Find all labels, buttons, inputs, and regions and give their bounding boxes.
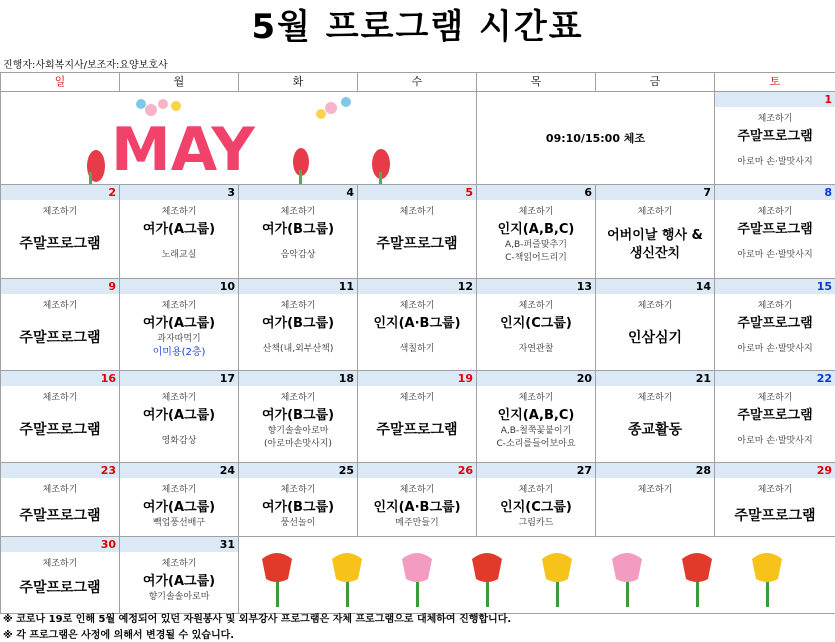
exercise-schedule: 09:10/15:00 체조: [477, 92, 715, 185]
day-cell-31: [120, 537, 239, 614]
day-number: 1: [715, 92, 835, 107]
day-sub: 체조하기: [280, 485, 316, 495]
staff-info: 진행자:사회복지사/보조자:요양보호사: [3, 60, 168, 71]
day-sub: 체조하기: [637, 301, 673, 311]
day-cell-8: [715, 185, 835, 279]
footnote-1: ※ 코로나 19로 인해 5월 예정되어 있던 자원봉사 및 외부강사 프로그램은 자체 프로그램으로 대체하여 진행합니다.: [3, 614, 512, 625]
day-cell-21: [596, 371, 715, 463]
day-program: 주말프로그램: [19, 330, 101, 346]
banner-text: MAY: [111, 115, 255, 184]
day-number: 21: [596, 371, 714, 386]
day-sub: 체조하기: [518, 301, 554, 311]
day-detail: A,B-철쭉꽃붙이기: [500, 426, 572, 436]
day-number: 31: [120, 537, 238, 552]
day-number: 27: [477, 463, 595, 478]
day-cell-17: [120, 371, 239, 463]
day-number: 24: [120, 463, 238, 478]
day-sub: 체조하기: [161, 559, 197, 569]
day-sub: 체조하기: [637, 485, 673, 495]
day-sub: 체조하기: [42, 207, 78, 217]
day-program: 주말프로그램: [737, 408, 813, 423]
weekday-mon: 월: [120, 73, 239, 92]
day-program: 주말프로그램: [19, 580, 101, 596]
tulip-decoration: [239, 537, 835, 614]
day-cell-5: [358, 185, 477, 279]
day-program: 인지(A,B,C): [497, 408, 575, 423]
weekday-fri: 금: [596, 73, 715, 92]
day-number: 25: [239, 463, 357, 478]
weekday-header-row: [1, 73, 835, 92]
day-number: 28: [596, 463, 714, 478]
weekday-sun: 일: [1, 73, 120, 92]
week-row-2: [1, 185, 835, 279]
week-row-3: [1, 279, 835, 371]
day-cell-30: [1, 537, 120, 614]
day-program: 주말프로그램: [737, 129, 813, 144]
day-program: 여가(A그룹): [142, 500, 216, 515]
day-cell-7: [596, 185, 715, 279]
day-program: 여가(A그룹): [142, 408, 216, 423]
day-detail: 아로마 손·발맛사지: [737, 250, 813, 260]
day-sub: 체조하기: [280, 207, 316, 217]
day-number: 14: [596, 279, 714, 294]
day-program: 여가(B그룹): [261, 222, 335, 237]
day-sub: 체조하기: [280, 393, 316, 403]
day-detail: 아로마 손·발맛사지: [737, 157, 813, 167]
day-program: 주말프로그램: [737, 222, 813, 237]
day-program: 주말프로그램: [737, 316, 813, 331]
calendar-table: [0, 72, 835, 614]
day-number: 9: [1, 279, 119, 294]
day-detail-2: C-책읽어드리기: [505, 253, 567, 263]
day-number: 20: [477, 371, 595, 386]
day-sub: 체조하기: [757, 114, 793, 124]
may-banner-illustration: [1, 92, 477, 184]
day-number: 16: [1, 371, 119, 386]
day-number: 23: [1, 463, 119, 478]
day-detail: 영화감상: [161, 436, 197, 446]
day-sub: 체조하기: [757, 485, 793, 495]
day-program: 인삼심기: [627, 330, 683, 346]
day-program: 인지(A·B그룹): [373, 500, 461, 515]
day-number: 13: [477, 279, 595, 294]
weekday-thu: 목: [477, 73, 596, 92]
day-sub: 체조하기: [42, 393, 78, 403]
day-sub: 체조하기: [399, 485, 435, 495]
day-number: 17: [120, 371, 238, 386]
weekday-tue: 화: [239, 73, 358, 92]
day-program-2: 생신잔치: [629, 246, 681, 261]
week-row-6: [1, 537, 835, 614]
day-cell-22: [715, 371, 835, 463]
day-detail: 산책(내,외부산책): [262, 344, 334, 354]
day-detail-2: C-소리를들어보아요: [496, 439, 576, 449]
day-cell-29: [715, 463, 835, 537]
day-cell-9: [1, 279, 120, 371]
day-number: 10: [120, 279, 238, 294]
day-cell-10: [120, 279, 239, 371]
week-row-4: [1, 371, 835, 463]
day-program: 인지(A·B그룹): [373, 316, 461, 331]
footnote-2: ※ 각 프로그램은 사정에 의해서 변경될 수 있습니다.: [3, 630, 235, 641]
day-detail-2: 이미용(2층): [152, 347, 206, 358]
day-detail: 향기솔솔아로마: [267, 426, 329, 436]
day-detail-2: (아로마손맛사지): [264, 439, 332, 449]
weekday-wed: 수: [358, 73, 477, 92]
day-sub: 체조하기: [161, 207, 197, 217]
day-detail: 메주만들기: [395, 518, 439, 528]
day-sub: 체조하기: [518, 485, 554, 495]
day-program: 여가(A그룹): [142, 222, 216, 237]
day-cell-12: [358, 279, 477, 371]
day-number: 8: [715, 185, 835, 200]
day-cell-20: [477, 371, 596, 463]
day-program: 인지(C그룹): [500, 316, 572, 331]
page-title: 5월 프로그램 시간표: [251, 7, 584, 47]
day-number: 30: [1, 537, 119, 552]
day-number: 3: [120, 185, 238, 200]
day-sub: 체조하기: [399, 393, 435, 403]
day-cell-2: [1, 185, 120, 279]
day-sub: 체조하기: [518, 207, 554, 217]
day-cell-15: [715, 279, 835, 371]
day-sub: 체조하기: [518, 393, 554, 403]
day-cell-6: [477, 185, 596, 279]
day-program: 주말프로그램: [376, 422, 458, 438]
day-sub: 체조하기: [757, 301, 793, 311]
day-detail: 자연관찰: [518, 344, 554, 354]
day-cell-16: [1, 371, 120, 463]
day-sub: 체조하기: [42, 485, 78, 495]
day-program: 주말프로그램: [734, 508, 816, 524]
day-sub: 체조하기: [399, 301, 435, 311]
day-detail: 노래교실: [161, 250, 197, 260]
day-sub: 체조하기: [42, 301, 78, 311]
day-cell-13: [477, 279, 596, 371]
day-number: 7: [596, 185, 714, 200]
day-number: 26: [358, 463, 476, 478]
day-cell-19: [358, 371, 477, 463]
day-detail: 빽업풍선배구: [152, 518, 206, 528]
day-sub: 체조하기: [42, 559, 78, 569]
day-cell-14: [596, 279, 715, 371]
weekday-sat: 토: [715, 73, 835, 92]
day-number: 6: [477, 185, 595, 200]
day-number: 22: [715, 371, 835, 386]
day-cell-18: [239, 371, 358, 463]
day-cell-26: [358, 463, 477, 537]
day-detail: 아로마 손·발맛사지: [737, 436, 813, 446]
day-detail: 향기솔솔아로마: [148, 592, 210, 602]
day-program: 여가(A그룹): [142, 316, 216, 331]
day-program: 주말프로그램: [19, 508, 101, 524]
week-row-5: [1, 463, 835, 537]
day-program: 여가(B그룹): [261, 500, 335, 515]
day-cell-25: [239, 463, 358, 537]
day-number: 11: [239, 279, 357, 294]
day-detail: 음악감상: [280, 250, 316, 260]
day-sub: 체조하기: [757, 207, 793, 217]
day-program: 주말프로그램: [19, 236, 101, 252]
day-sub: 체조하기: [637, 393, 673, 403]
day-cell-1: [715, 92, 835, 185]
day-program: 여가(B그룹): [261, 316, 335, 331]
day-detail: 풍선놀이: [280, 518, 316, 528]
day-number: 12: [358, 279, 476, 294]
day-detail: 색칠하기: [399, 344, 435, 354]
day-cell-28: [596, 463, 715, 537]
day-detail: 그림카드: [518, 518, 554, 528]
day-program: 종교활동: [627, 422, 683, 438]
tulips-illustration: [240, 537, 834, 609]
day-cell-27: [477, 463, 596, 537]
day-sub: 체조하기: [637, 207, 673, 217]
day-cell-24: [120, 463, 239, 537]
day-number: 5: [358, 185, 476, 200]
day-cell-3: [120, 185, 239, 279]
day-number: 4: [239, 185, 357, 200]
day-number: 19: [358, 371, 476, 386]
day-cell-23: [1, 463, 120, 537]
day-number: 15: [715, 279, 835, 294]
day-number: 29: [715, 463, 835, 478]
day-detail: 아로마 손·발맛사지: [737, 344, 813, 354]
day-program: 인지(C그룹): [500, 500, 572, 515]
day-sub: 체조하기: [280, 301, 316, 311]
may-banner: [1, 92, 477, 185]
day-detail: 과자따먹기: [157, 334, 201, 344]
day-program: 인지(A,B,C): [497, 222, 575, 237]
day-sub: 체조하기: [161, 485, 197, 495]
day-sub: 체조하기: [161, 393, 197, 403]
day-cell-4: [239, 185, 358, 279]
day-number: 2: [1, 185, 119, 200]
day-program: 주말프로그램: [19, 422, 101, 438]
day-sub: 체조하기: [161, 301, 197, 311]
day-sub: 체조하기: [399, 207, 435, 217]
day-cell-11: [239, 279, 358, 371]
day-program: 여가(A그룹): [142, 574, 216, 589]
week-row-1: [1, 92, 835, 185]
day-detail: A,B-퍼즐맞추기: [505, 240, 567, 250]
day-program: 어버이날 행사 &: [607, 228, 703, 243]
day-sub: 체조하기: [757, 393, 793, 403]
day-program: 여가(B그룹): [261, 408, 335, 423]
day-program: 주말프로그램: [376, 236, 458, 252]
day-number: 18: [239, 371, 357, 386]
